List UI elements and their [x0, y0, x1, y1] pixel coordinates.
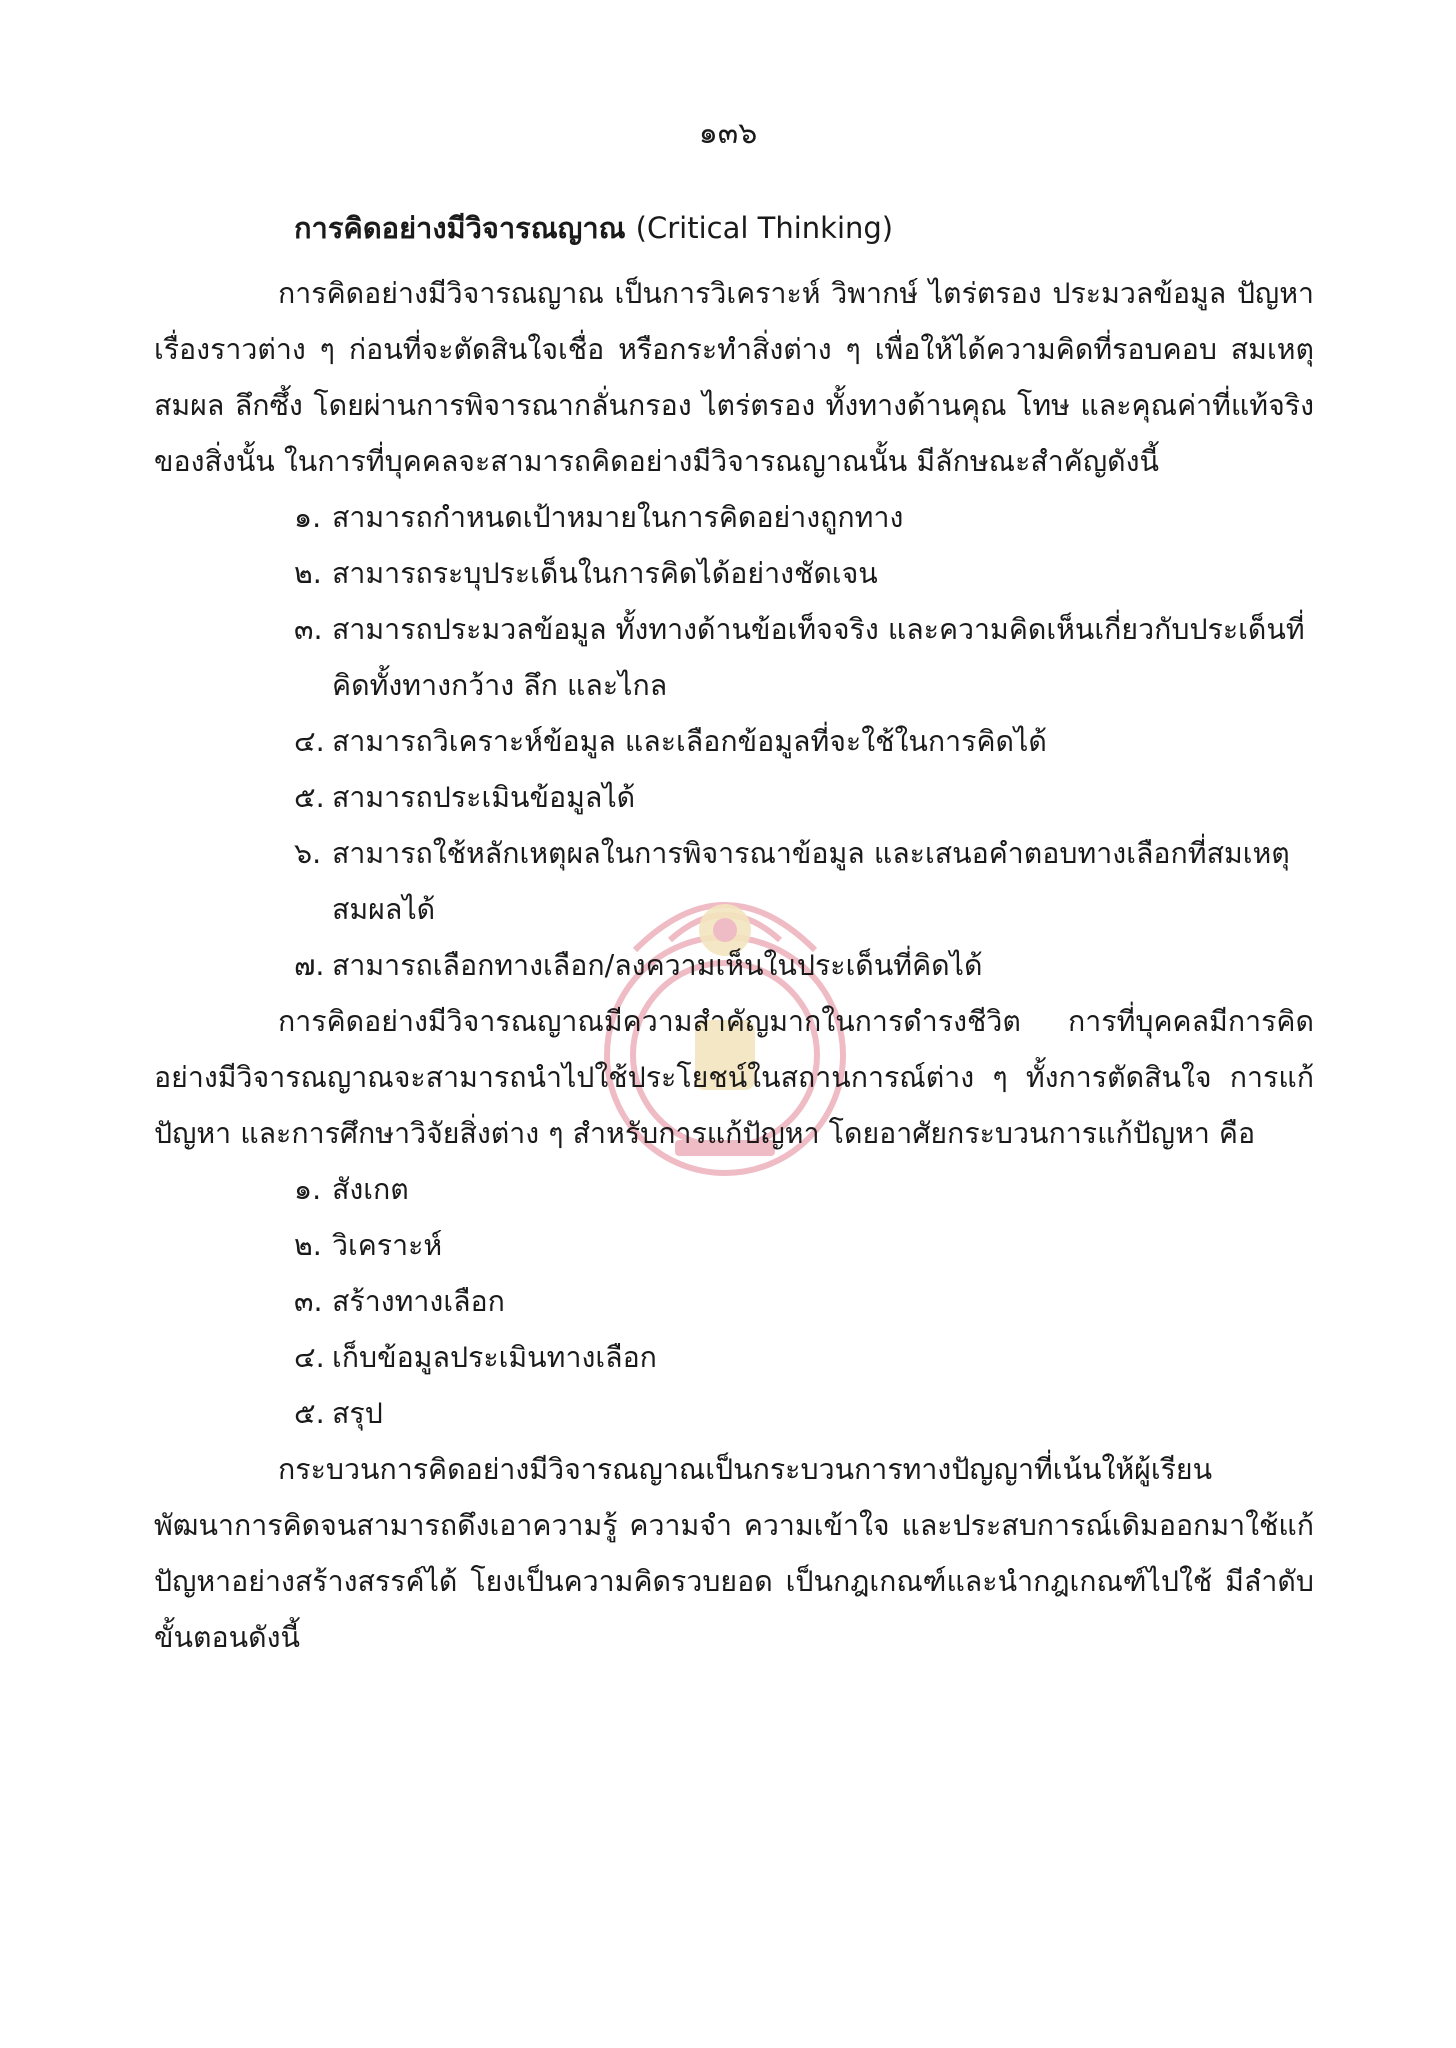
list-item: ๕. สรุป — [294, 1397, 383, 1430]
list-item: ๔. เก็บข้อมูลประเมินทางเลือก — [294, 1341, 657, 1374]
list-item: ๓. สามารถประมวลข้อมูล ทั้งทางด้านข้อเท็จจริง และความคิดเห็นเกี่ยวกับประเด็นที่คิดทั้งทางกว้าง ลึก และไกล — [294, 613, 1305, 702]
list-item: ๓. สร้างทางเลือก — [294, 1285, 505, 1318]
heading-latin: (Critical Thinking) — [635, 211, 894, 245]
problem-solving-steps-list — [154, 1162, 1314, 1442]
page-number: ๑๓๖ — [698, 116, 758, 151]
list-item: ๖. สามารถใช้หลักเหตุผลในการพิจารณาข้อมูล และเสนอคำตอบทางเลือกที่สมเหตุสมผลได้ — [294, 837, 1290, 926]
list-item: ๒. สามารถระบุประเด็นในการคิดได้อย่างชัดเจน — [294, 557, 878, 590]
process-paragraph: กระบวนการคิดอย่างมีวิจารณญาณเป็นกระบวนการทางปัญญาที่เน้นให้ผู้เรียนพัฒนาการคิดจนสามารถดึงเอาความรู้ ความจำ ความเข้าใจ และประสบการณ์เดิมออกมาใช้แก้ปัญหาอย่างสร้างสรรค์ได้ โยงเป็นความคิดรวบยอด เป็นกฎเกณฑ์และนำกฎเกณฑ์ไปใช้ มีลำดับขั้นตอนดังนี้ — [154, 1453, 1314, 1654]
list-item: ๑. สังเกต — [294, 1173, 409, 1206]
list-item: ๒. วิเคราะห์ — [294, 1229, 443, 1262]
list-item: ๑. สามารถกำหนดเป้าหมายในการคิดอย่างถูกทาง — [294, 501, 904, 534]
list-item: ๕. สามารถประเมินข้อมูลได้ — [294, 781, 636, 814]
list-item: ๗. สามารถเลือกทางเลือก/ลงความเห็นในประเด็นที่คิดได้ — [294, 949, 983, 982]
intro-paragraph: การคิดอย่างมีวิจารณญาณ เป็นการวิเคราะห์ วิพากษ์ ไตร่ตรอง ประมวลข้อมูล ปัญหา เรื่องราวต่าง ๆ ก่อนที่จะตัดสินใจเชื่อ หรือกระทำสิ่งต่าง ๆ เพื่อให้ได้ความคิดที่รอบคอบ สมเหตุสมผล ลึกซึ้ง โดยผ่านการพิจารณากลั่นกรอง ไตร่ตรอง ทั้งทางด้านคุณ โทษ และคุณค่าที่แท้จริงของสิ่งนั้น ในการที่บุคคลจะสามารถคิดอย่างมีวิจารณญาณนั้น มีลักษณะสำคัญดังนี้ — [154, 277, 1314, 478]
list-item: ๔. สามารถวิเคราะห์ข้อมูล และเลือกข้อมูลที่จะใช้ในการคิดได้ — [294, 725, 1047, 758]
heading-thai: การคิดอย่างมีวิจารณญาณ — [294, 211, 626, 245]
characteristics-list — [154, 490, 1314, 994]
document-body — [154, 266, 1314, 1666]
importance-paragraph: การคิดอย่างมีวิจารณญาณมีความสำคัญมากในการดำรงชีวิต การที่บุคคลมีการคิดอย่างมีวิจารณญาณจะสามารถนำไปใช้ประโยชน์ในสถานการณ์ต่าง ๆ ทั้งการตัดสินใจ การแก้ปัญหา และการศึกษาวิจัยสิ่งต่าง ๆ สำหรับการแก้ปัญหา โดยอาศัยกระบวนการแก้ปัญหา คือ — [154, 1005, 1314, 1150]
section-heading — [294, 205, 893, 251]
